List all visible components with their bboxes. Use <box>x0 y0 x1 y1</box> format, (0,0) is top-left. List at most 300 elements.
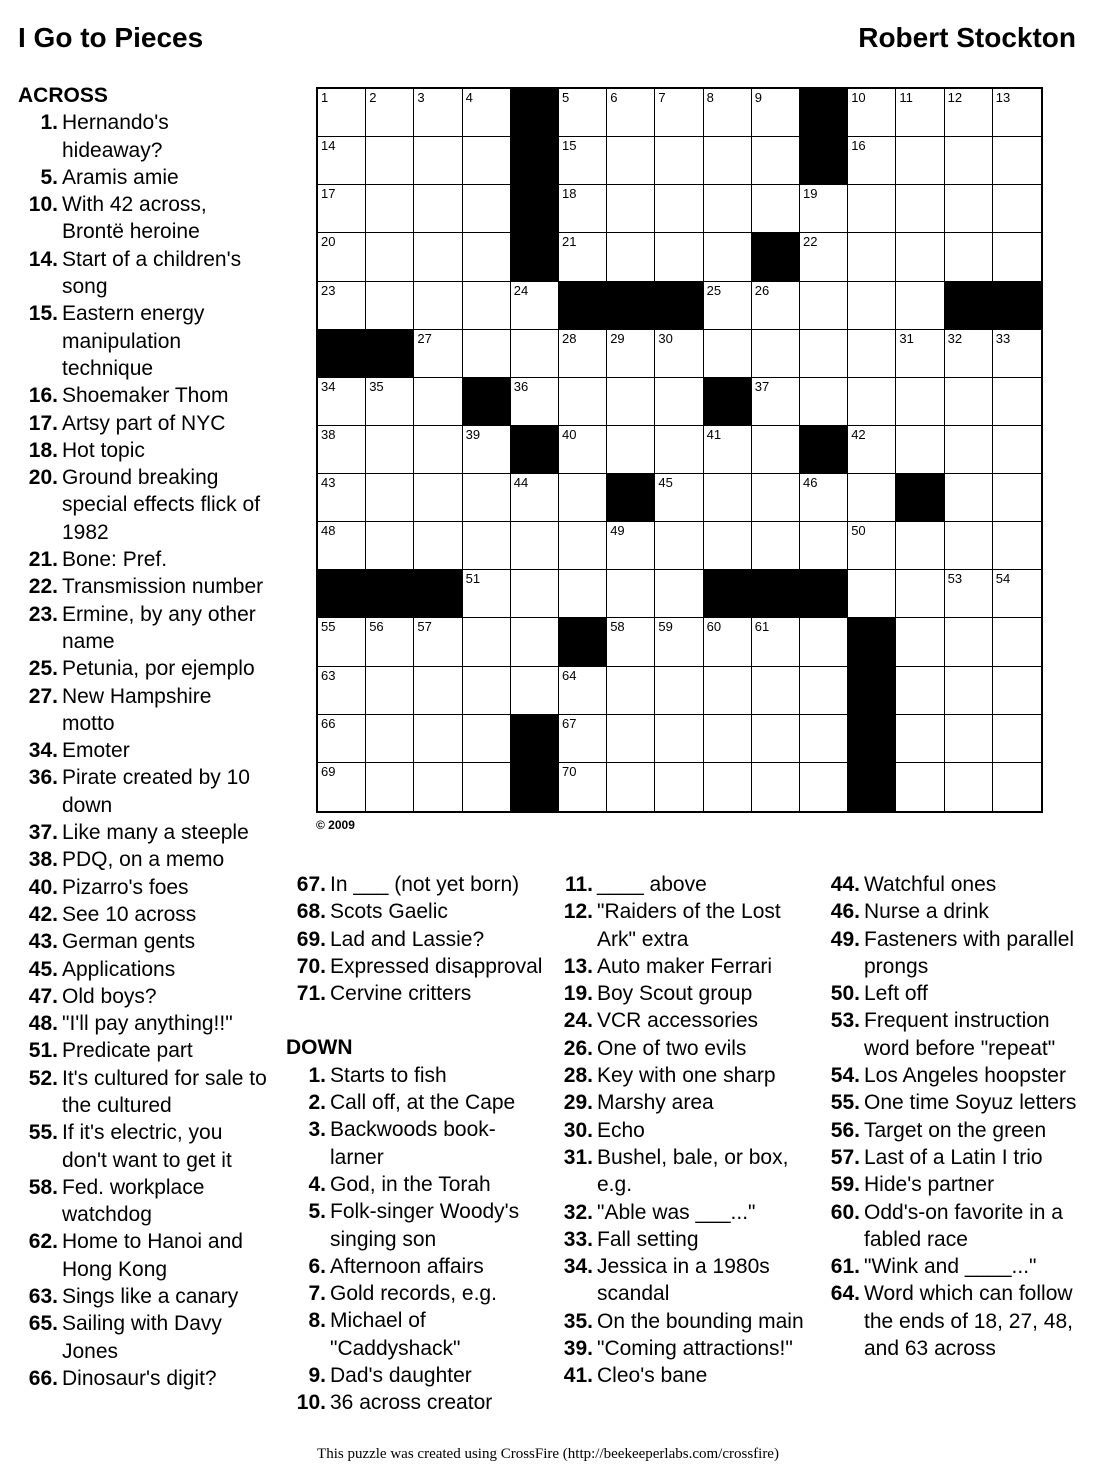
clue-item <box>820 1117 1082 1144</box>
clue-item <box>820 1007 1082 1062</box>
grid-cell[interactable] <box>559 426 607 474</box>
grid-cell[interactable] <box>993 185 1041 233</box>
grid-cell[interactable] <box>945 426 993 474</box>
grid-cell[interactable] <box>655 330 703 378</box>
grid-cell[interactable] <box>704 763 752 811</box>
grid-block <box>800 426 848 474</box>
clue-item <box>18 191 268 246</box>
grid-cell[interactable] <box>607 570 655 618</box>
grid-cell[interactable] <box>752 378 800 426</box>
grid-cell[interactable] <box>800 618 848 666</box>
grid-cell[interactable] <box>559 330 607 378</box>
grid-cell[interactable] <box>848 474 896 522</box>
cell-number: 70 <box>562 763 577 779</box>
grid-cell[interactable] <box>318 715 366 763</box>
grid-cell[interactable] <box>945 137 993 185</box>
grid-cell[interactable] <box>607 426 655 474</box>
cell-number: 47 <box>899 475 914 491</box>
clue-item <box>286 1062 548 1089</box>
clue-number: 34. <box>28 739 58 763</box>
grid-cell[interactable] <box>463 618 511 666</box>
grid-cell[interactable] <box>463 715 511 763</box>
grid-cell[interactable] <box>752 474 800 522</box>
cell-number: 21 <box>562 234 577 250</box>
grid-cell[interactable] <box>414 763 462 811</box>
grid-cell[interactable] <box>704 522 752 570</box>
grid-cell[interactable] <box>463 330 511 378</box>
clue-item <box>286 926 548 953</box>
grid-cell[interactable] <box>655 570 703 618</box>
clue-number: 33. <box>563 1227 593 1251</box>
grid-cell[interactable] <box>463 282 511 330</box>
clue-text: Jessica in a 1980s scandal <box>597 1255 770 1306</box>
clue-text: See 10 across <box>62 902 197 926</box>
clue-number: 48. <box>28 1012 58 1036</box>
grid-cell[interactable] <box>752 522 800 570</box>
grid-cell[interactable] <box>414 667 462 715</box>
grid-block <box>366 570 414 618</box>
clue-number: 11. <box>564 873 593 896</box>
clue-number: 71. <box>296 982 326 1006</box>
grid-cell[interactable] <box>993 233 1041 281</box>
grid-cell[interactable] <box>318 474 366 522</box>
grid-cell[interactable] <box>463 763 511 811</box>
grid-cell[interactable] <box>607 185 655 233</box>
clue-number: 29. <box>563 1091 593 1115</box>
grid-cell[interactable] <box>366 89 414 137</box>
clue-text: Transmission number <box>62 575 264 599</box>
grid-cell[interactable] <box>559 715 607 763</box>
copyright-notice: © 2009 <box>316 818 355 832</box>
clue-item <box>286 1307 548 1362</box>
grid-block <box>607 474 655 522</box>
clue-item <box>820 1062 1082 1089</box>
grid-cell[interactable] <box>607 763 655 811</box>
grid-cell[interactable] <box>607 522 655 570</box>
grid-cell[interactable] <box>607 89 655 137</box>
grid-cell[interactable] <box>511 330 559 378</box>
grid-cell[interactable] <box>511 474 559 522</box>
grid-cell[interactable] <box>655 378 703 426</box>
grid-cell[interactable] <box>704 89 752 137</box>
clue-item <box>553 953 815 980</box>
grid-cell[interactable] <box>318 185 366 233</box>
clue-text: Dinosaur's digit? <box>62 1366 217 1390</box>
grid-cell[interactable] <box>848 378 896 426</box>
grid-cell[interactable] <box>896 618 944 666</box>
grid-cell[interactable] <box>800 667 848 715</box>
clue-item <box>18 764 268 819</box>
grid-cell[interactable] <box>896 185 944 233</box>
grid-cell[interactable] <box>752 137 800 185</box>
cell-number: 65 <box>851 667 866 683</box>
grid-cell[interactable] <box>993 378 1041 426</box>
clue-text: "Wink and ____..." <box>864 1255 1037 1279</box>
grid-cell[interactable] <box>366 618 414 666</box>
grid-cell[interactable] <box>752 763 800 811</box>
grid-cell[interactable] <box>318 233 366 281</box>
grid-cell[interactable] <box>511 282 559 330</box>
grid-cell[interactable] <box>607 715 655 763</box>
clue-item <box>18 164 268 191</box>
grid-cell[interactable] <box>559 474 607 522</box>
grid-cell[interactable] <box>848 522 896 570</box>
clue-item <box>553 1144 815 1199</box>
grid-cell[interactable] <box>414 378 462 426</box>
cell-number: 41 <box>706 426 722 442</box>
grid-block <box>704 378 752 426</box>
grid-cell[interactable] <box>848 137 896 185</box>
grid-cell[interactable] <box>993 330 1041 378</box>
grid-cell[interactable] <box>366 378 414 426</box>
grid-block <box>511 715 559 763</box>
grid-cell[interactable] <box>945 378 993 426</box>
grid-cell[interactable] <box>655 233 703 281</box>
grid-cell[interactable] <box>945 185 993 233</box>
cell-number: 16 <box>851 138 866 154</box>
grid-cell[interactable] <box>848 570 896 618</box>
grid-cell[interactable] <box>655 667 703 715</box>
clue-item <box>820 1253 1082 1280</box>
grid-cell[interactable] <box>414 282 462 330</box>
grid-cell[interactable] <box>896 233 944 281</box>
grid-cell[interactable] <box>366 282 414 330</box>
grid-cell[interactable] <box>559 233 607 281</box>
grid-cell[interactable] <box>896 667 944 715</box>
grid-cell[interactable] <box>559 378 607 426</box>
grid-cell[interactable] <box>752 282 800 330</box>
clue-number: 56. <box>830 1118 860 1142</box>
grid-cell[interactable] <box>704 667 752 715</box>
grid-cell[interactable] <box>993 89 1041 137</box>
grid-cell[interactable] <box>704 618 752 666</box>
grid-cell[interactable] <box>945 715 993 763</box>
grid-cell[interactable] <box>655 715 703 763</box>
grid-cell[interactable] <box>896 715 944 763</box>
clue-text: Call off, at the Cape <box>330 1091 516 1115</box>
clue-number: 10. <box>296 1391 326 1415</box>
grid-cell[interactable] <box>366 185 414 233</box>
grid-cell[interactable] <box>704 282 752 330</box>
cell-number: 8 <box>706 90 714 105</box>
grid-cell[interactable] <box>318 137 366 185</box>
grid-cell[interactable] <box>366 426 414 474</box>
clue-text: Marshy area <box>597 1091 714 1115</box>
grid-cell[interactable] <box>607 667 655 715</box>
clue-item <box>18 1119 268 1174</box>
cell-number: 53 <box>947 571 963 587</box>
clue-item <box>18 1228 268 1283</box>
grid-cell[interactable] <box>993 715 1041 763</box>
grid-cell[interactable] <box>896 763 944 811</box>
grid-cell[interactable] <box>463 667 511 715</box>
grid-cell[interactable] <box>945 763 993 811</box>
clue-number: 46. <box>830 900 860 924</box>
grid-cell[interactable] <box>318 522 366 570</box>
grid-cell[interactable] <box>366 474 414 522</box>
grid-cell[interactable] <box>559 522 607 570</box>
grid-cell[interactable] <box>463 89 511 137</box>
grid-cell[interactable] <box>993 763 1041 811</box>
grid-cell[interactable] <box>655 522 703 570</box>
grid-cell[interactable] <box>463 474 511 522</box>
clue-text: Last of a Latin I trio <box>864 1145 1043 1169</box>
cell-number: 48 <box>321 523 336 539</box>
grid-block <box>848 763 896 811</box>
grid-cell[interactable] <box>945 233 993 281</box>
grid-cell[interactable] <box>752 330 800 378</box>
clue-text: Sings like a canary <box>62 1285 239 1309</box>
grid-cell[interactable] <box>993 522 1041 570</box>
grid-cell[interactable] <box>800 378 848 426</box>
grid-cell[interactable] <box>945 618 993 666</box>
grid-cell[interactable] <box>414 715 462 763</box>
grid-cell[interactable] <box>800 330 848 378</box>
grid-cell[interactable] <box>559 185 607 233</box>
grid-cell[interactable] <box>848 282 896 330</box>
cell-number: 6 <box>610 90 618 105</box>
clue-number: 32. <box>563 1200 593 1224</box>
clue-text: With 42 across, Brontë heroine <box>62 193 207 244</box>
clue-item <box>553 1335 815 1362</box>
grid-cell[interactable] <box>752 426 800 474</box>
grid-cell[interactable] <box>318 667 366 715</box>
grid-cell[interactable] <box>896 570 944 618</box>
clue-text: Hot topic <box>62 438 145 462</box>
clue-item <box>18 928 268 955</box>
grid-cell[interactable] <box>945 89 993 137</box>
clue-item <box>18 464 268 546</box>
cell-number: 36 <box>513 378 529 394</box>
clue-item <box>286 980 548 1007</box>
clue-text: Hide's partner <box>864 1173 995 1197</box>
clue-text: Eastern energy manipulation technique <box>62 302 205 380</box>
grid-cell[interactable] <box>704 330 752 378</box>
grid-cell[interactable] <box>655 618 703 666</box>
grid-cell[interactable] <box>993 426 1041 474</box>
clue-text: Hernando's hideaway? <box>62 111 169 162</box>
grid-cell[interactable] <box>655 185 703 233</box>
clue-number: 8. <box>308 1309 326 1333</box>
clue-number: 1. <box>40 111 58 135</box>
grid-cell[interactable] <box>655 763 703 811</box>
cell-number: 45 <box>658 475 673 491</box>
grid-cell[interactable] <box>896 282 944 330</box>
grid-cell[interactable] <box>945 330 993 378</box>
grid-cell[interactable] <box>896 137 944 185</box>
clue-text: Fasteners with parallel prongs <box>864 927 1075 978</box>
grid-cell[interactable] <box>800 522 848 570</box>
cell-number: 25 <box>706 282 722 298</box>
grid-cell[interactable] <box>993 618 1041 666</box>
clue-text: Fall setting <box>597 1227 699 1251</box>
clue-text: On the bounding main <box>597 1309 804 1333</box>
clue-item <box>18 1283 268 1310</box>
grid-cell[interactable] <box>655 137 703 185</box>
grid-cell[interactable] <box>366 667 414 715</box>
clue-number: 16. <box>28 384 58 408</box>
grid-cell[interactable] <box>318 282 366 330</box>
grid-cell[interactable] <box>366 763 414 811</box>
grid-cell[interactable] <box>993 137 1041 185</box>
grid-block <box>559 618 607 666</box>
grid-cell[interactable] <box>463 522 511 570</box>
grid-cell[interactable] <box>655 474 703 522</box>
grid-cell[interactable] <box>318 763 366 811</box>
clue-text: Artsy part of NYC <box>62 411 226 435</box>
grid-cell[interactable] <box>318 89 366 137</box>
grid-cell[interactable] <box>414 137 462 185</box>
grid-cell[interactable] <box>655 426 703 474</box>
grid-cell[interactable] <box>752 185 800 233</box>
clue-item <box>18 737 268 764</box>
grid-cell[interactable] <box>366 715 414 763</box>
clue-item <box>286 1171 548 1198</box>
grid-cell[interactable] <box>463 233 511 281</box>
grid-cell[interactable] <box>800 282 848 330</box>
grid-cell[interactable] <box>511 618 559 666</box>
grid-cell[interactable] <box>607 330 655 378</box>
grid-cell[interactable] <box>366 522 414 570</box>
clue-item <box>18 901 268 928</box>
grid-cell[interactable] <box>945 474 993 522</box>
clue-text: ____ above <box>597 873 707 896</box>
grid-cell[interactable] <box>463 570 511 618</box>
grid-cell[interactable] <box>848 330 896 378</box>
grid-cell[interactable] <box>607 378 655 426</box>
grid-cell[interactable] <box>945 570 993 618</box>
grid-cell[interactable] <box>414 522 462 570</box>
grid-block <box>318 330 366 378</box>
grid-cell[interactable] <box>607 618 655 666</box>
grid-cell[interactable] <box>318 378 366 426</box>
clue-text: Like many a steeple <box>62 821 249 845</box>
grid-cell[interactable] <box>414 233 462 281</box>
grid-cell[interactable] <box>800 185 848 233</box>
grid-cell[interactable] <box>848 426 896 474</box>
grid-cell[interactable] <box>414 330 462 378</box>
grid-cell[interactable] <box>752 89 800 137</box>
grid-cell[interactable] <box>511 522 559 570</box>
clue-text: Ground breaking special effects flick of 1982 <box>62 466 261 544</box>
puzzle-title: I Go to Pieces <box>18 22 204 53</box>
clue-number: 54. <box>830 1064 860 1088</box>
clue-text: God, in the Torah <box>330 1172 491 1196</box>
grid-cell[interactable] <box>704 233 752 281</box>
grid-cell[interactable] <box>896 522 944 570</box>
grid-cell[interactable] <box>945 522 993 570</box>
clue-number: 19. <box>563 982 593 1006</box>
grid-cell[interactable] <box>463 185 511 233</box>
clue-text: "Able was ___..." <box>597 1200 756 1224</box>
grid-cell[interactable] <box>559 763 607 811</box>
grid-cell[interactable] <box>607 233 655 281</box>
cell-number: 24 <box>513 282 529 298</box>
grid-cell[interactable] <box>704 185 752 233</box>
clue-text: PDQ, on a memo <box>62 848 225 872</box>
grid-cell[interactable] <box>848 89 896 137</box>
grid-cell[interactable] <box>559 667 607 715</box>
grid-cell[interactable] <box>463 137 511 185</box>
grid-cell[interactable] <box>559 570 607 618</box>
grid-cell[interactable] <box>559 137 607 185</box>
clue-number: 31. <box>563 1145 593 1169</box>
grid-cell[interactable] <box>463 426 511 474</box>
grid-cell[interactable] <box>752 715 800 763</box>
grid-cell[interactable] <box>511 667 559 715</box>
grid-cell[interactable] <box>945 667 993 715</box>
grid-cell[interactable] <box>993 570 1041 618</box>
grid-block <box>848 667 896 715</box>
grid-cell[interactable] <box>414 426 462 474</box>
grid-cell[interactable] <box>559 89 607 137</box>
grid-cell[interactable] <box>896 89 944 137</box>
grid-cell[interactable] <box>896 378 944 426</box>
cell-number: 19 <box>803 186 818 202</box>
grid-cell[interactable] <box>655 89 703 137</box>
grid-cell[interactable] <box>993 667 1041 715</box>
clue-number: 5. <box>40 165 58 189</box>
grid-cell[interactable] <box>511 378 559 426</box>
grid-cell[interactable] <box>414 474 462 522</box>
grid-block <box>366 330 414 378</box>
clue-number: 39. <box>563 1337 593 1361</box>
grid-cell[interactable] <box>896 330 944 378</box>
grid-cell[interactable] <box>366 137 414 185</box>
crossword-grid[interactable] <box>316 87 1043 813</box>
grid-cell[interactable] <box>752 618 800 666</box>
clue-number: 22. <box>28 575 58 599</box>
grid-cell[interactable] <box>752 667 800 715</box>
grid-cell[interactable] <box>896 426 944 474</box>
grid-cell[interactable] <box>800 763 848 811</box>
grid-cell[interactable] <box>800 715 848 763</box>
clue-number: 20. <box>28 466 58 490</box>
clue-column-1 <box>18 82 268 1392</box>
grid-cell[interactable] <box>800 233 848 281</box>
grid-cell[interactable] <box>318 618 366 666</box>
grid-cell[interactable] <box>414 618 462 666</box>
clue-number: 23. <box>28 602 58 626</box>
grid-cell[interactable] <box>607 137 655 185</box>
clue-text: Key with one sharp <box>597 1064 776 1088</box>
grid-cell[interactable] <box>800 474 848 522</box>
clue-text: Frequent instruction word before "repeat" <box>864 1009 1056 1060</box>
cell-number: 55 <box>321 619 336 635</box>
grid-cell[interactable] <box>848 185 896 233</box>
grid-cell[interactable] <box>848 233 896 281</box>
clue-text: Home to Hanoi and Hong Kong <box>62 1230 243 1281</box>
cell-number: 66 <box>321 715 336 731</box>
cell-number: 14 <box>321 138 336 154</box>
grid-block <box>848 715 896 763</box>
grid-cell[interactable] <box>704 474 752 522</box>
grid-cell[interactable] <box>414 89 462 137</box>
grid-cell[interactable] <box>366 233 414 281</box>
clue-number: 25. <box>28 657 58 681</box>
grid-cell[interactable] <box>511 570 559 618</box>
clue-text: Petunia, por ejemplo <box>62 657 255 681</box>
grid-cell[interactable] <box>993 474 1041 522</box>
cell-number: 64 <box>562 667 577 683</box>
grid-cell[interactable] <box>414 185 462 233</box>
grid-cell[interactable] <box>704 715 752 763</box>
grid-cell[interactable] <box>318 426 366 474</box>
clue-item <box>820 1171 1082 1198</box>
grid-cell[interactable] <box>704 426 752 474</box>
clue-item <box>820 1199 1082 1254</box>
grid-cell[interactable] <box>704 137 752 185</box>
